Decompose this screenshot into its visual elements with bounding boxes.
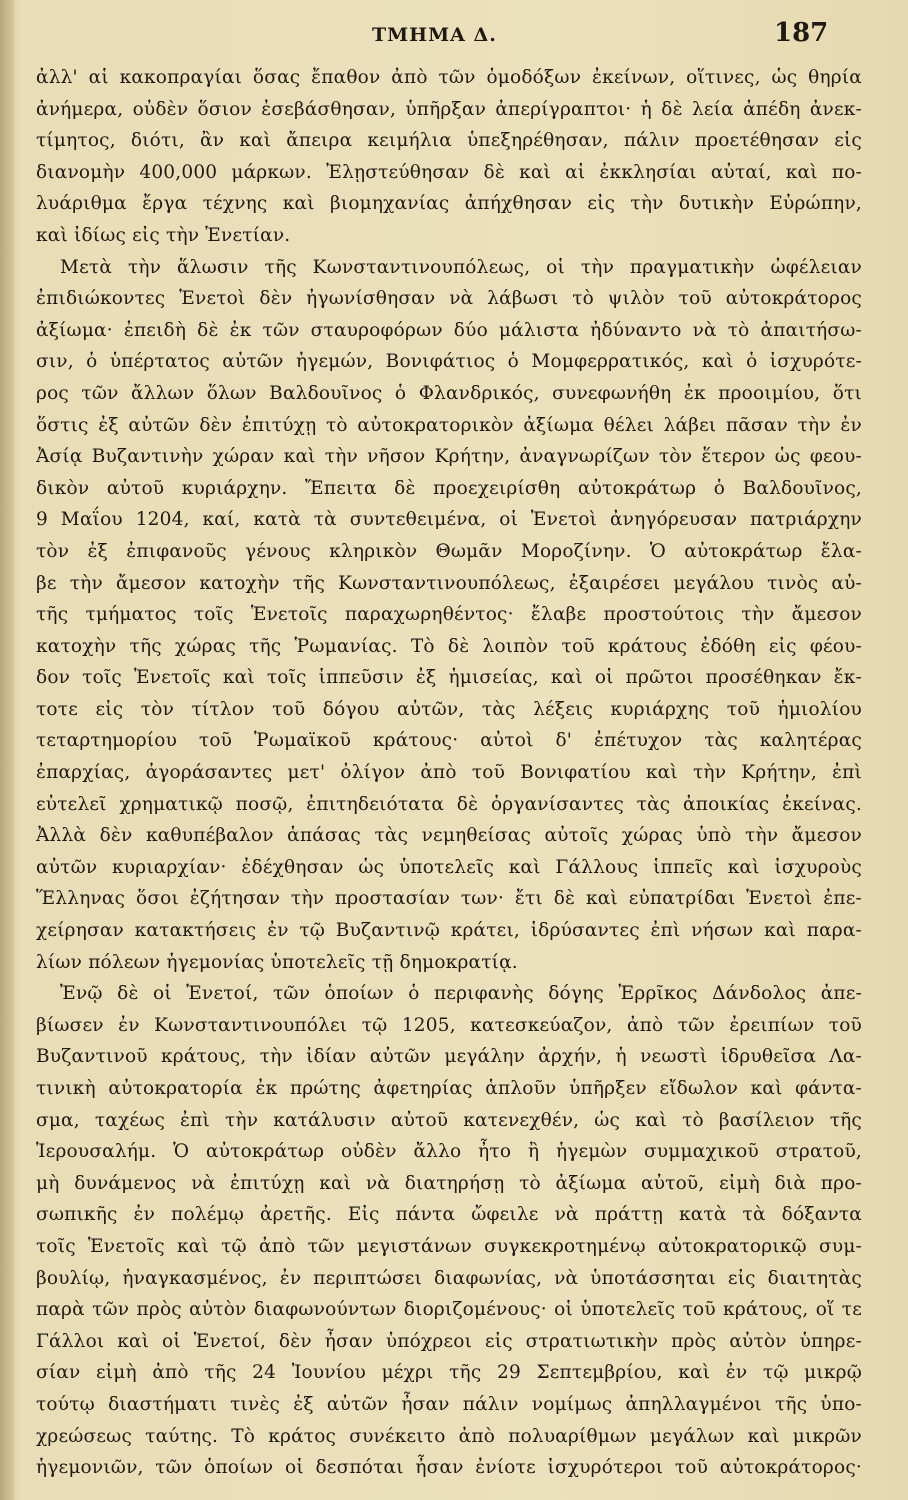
- text-line: τοτε εἰς τὸν τίτλον τοῦ δόγου αὐτῶν, τὰς λέξεις κυριάρχης τοῦ ἡμιολίου: [36, 698, 862, 720]
- text-line: δικὸν αὐτοῦ κυριάρχην. Ἔπειτα δὲ προεχειρίσθη αὐτοκράτωρ ὁ Βαλδουῖνος,: [36, 477, 862, 499]
- page-header: [0, 14, 908, 54]
- text-line: σωπικῆς ἐν πολέμῳ ἀρετῆς. Εἰς πάντα ὤφειλε νὰ πράττῃ κατὰ τὰ δόξαντα: [36, 1204, 862, 1226]
- text-line: ἀξίωμα· ἐπειδὴ δὲ ἐκ τῶν σταυροφόρων δύο μάλιστα ἠδύναντο νὰ τὸ ἀπαιτήσω-: [36, 319, 862, 341]
- text-line: παρὰ τῶν πρὸς αὐτὸν διαφωνούντων διοριζομένους· οἱ ὑποτελεῖς τοῦ κράτους, οἵ τε: [36, 1299, 862, 1321]
- text-line: τοῖς Ἑνετοῖς καὶ τῷ ἀπὸ τῶν μεγιστάνων συγκεκροτημένῳ αὐτοκρατορικῷ συμ-: [36, 1235, 862, 1257]
- text-line: σίαν εἰμὴ ἀπὸ τῆς 24 Ἰουνίου μέχρι τῆς 29 Σεπτεμβρίου, καὶ ἐν τῷ μικρῷ: [36, 1362, 862, 1384]
- text-line: βε τὴν ἄμεσον κατοχὴν τῆς Κωνσταντινουπόλεως, ἐξαιρέσει μεγάλου τινὸς αὐ-: [36, 572, 862, 594]
- text-line: Βυζαντινοῦ κράτους, τὴν ἰδίαν αὐτῶν μεγάλην ἀρχήν, ἡ νεωστὶ ἱδρυθεῖσα Λα-: [36, 1046, 862, 1068]
- text-line: χρεώσεως ταύτης. Τὸ κράτος συνέκειτο ἀπὸ πολυαρίθμων μεγάλων καὶ μικρῶν: [36, 1425, 862, 1447]
- text-line: ἀλλ' αἱ κακοπραγίαι ὅσας ἔπαθον ἀπὸ τῶν ὁμοδόξων ἐκείνων, οἵτινες, ὡς θηρία: [36, 67, 862, 88]
- text-line: Ἕλληνας ὅσοι ἐζήτησαν τὴν προστασίαν των· ἔτι δὲ καὶ εὐπατρίδαι Ἑνετοὶ ἐπε-: [36, 888, 862, 910]
- text-line: τούτῳ διαστήματι τινὲς ἐξ αὐτῶν ἦσαν πάλιν νομίμως ἀπηλλαγμένοι τῆς ὑπο-: [36, 1393, 862, 1415]
- text-line: διανομὴν 400,000 μάρκων. Ἐλῃστεύθησαν δὲ καὶ αἱ ἐκκλησίαι αὐταί, καὶ πο-: [36, 161, 862, 183]
- text-line: ὅστις ἐξ αὐτῶν δὲν ἐπιτύχῃ τὸ αὐτοκρατορικὸν ἀξίωμα θέλει λάβει πᾶσαν τὴν ἐν: [36, 414, 862, 436]
- page-binding-edge: [0, 0, 14, 1500]
- text-line: δον τοῖς Ἑνετοῖς καὶ τοῖς ἱππεῦσιν ἐξ ἡμισείας, καὶ οἱ πρῶτοι προσέθηκαν ἔκ-: [36, 667, 862, 689]
- text-line: ἐπιδιώκοντες Ἑνετοὶ δὲν ἠγωνίσθησαν νὰ λάβωσι τὸ ψιλὸν τοῦ αὐτοκράτορος: [36, 288, 862, 310]
- body-text: [36, 62, 862, 1484]
- text-line: Ἀλλὰ δὲν καθυπέβαλον ἁπάσας τὰς νεμηθείσας αὐτοῖς χώρας ὑπὸ τὴν ἄμεσον: [36, 825, 862, 847]
- text-line: Μετὰ τὴν ἅλωσιν τῆς Κωνσταντινουπόλεως, οἱ τὴν πραγματικὴν ὠφέλειαν: [60, 256, 862, 278]
- text-line: αὐτῶν κυριαρχίαν· ἐδέχθησαν ὡς ὑποτελεῖς καὶ Γάλλους ἱππεῖς καὶ ἰσχυροὺς: [36, 856, 862, 878]
- text-line: τινικὴ αὐτοκρατορία ἐκ πρώτης ἀφετηρίας ἁπλοῦν ὑπῆρξεν εἴδωλον καὶ φάντα-: [36, 1078, 862, 1099]
- text-line: Ἀσίᾳ Βυζαντινὴν χώραν καὶ τὴν νῆσον Κρήτην, ἀναγνωρίζων τὸν ἕτερον ὡς φεου-: [36, 446, 862, 468]
- text-line: ἡγεμονιῶν, τῶν ὁποίων οἱ δεσπόται ἦσαν ἐνίοτε ἰσχυρότεροι τοῦ αὐτοκράτορος·: [36, 1457, 862, 1479]
- text-line: ρος τῶν ἄλλων ὅλων Βαλδουῖνος ὁ Φλανδρικός, συνεφωνήθη ἐκ προοιμίου, ὅτι: [36, 382, 862, 404]
- text-line: ἀνήμερα, οὐδὲν ὅσιον ἐσεβάσθησαν, ὑπῆρξαν ἀπερίγραπτοι· ἡ δὲ λεία ἀπέδη ἀνεκ-: [36, 98, 862, 120]
- text-line: τῆς τμήματος τοῖς Ἑνετοῖς παραχωρηθέντος· ἔλαβε προστούτοις τὴν ἄμεσον: [36, 604, 862, 626]
- text-line: σιν, ὁ ὑπέρτατος αὐτῶν ἡγεμών, Βονιφάτιος ὁ Μομφερρατικός, καὶ ὁ ἰσχυρότε-: [36, 351, 862, 373]
- text-line: κατοχὴν τῆς χώρας τῆς Ῥωμανίας. Τὸ δὲ λοιπὸν τοῦ κράτους ἐδόθη εἰς φέου-: [36, 635, 862, 657]
- text-line: εὐτελεῖ χρηματικῷ ποσῷ, ἐπιτηδειότατα δὲ ὀργανίσαντες τὰς ἀποικίας ἐκείνας.: [36, 793, 862, 815]
- text-line: 9 Μαΐου 1204, καί, κατὰ τὰ συντεθειμένα, οἱ Ἑνετοὶ ἀνηγόρευσαν πατριάρχην: [36, 509, 862, 531]
- text-line: μὴ δυνάμενος νὰ ἐπιτύχῃ καὶ νὰ διατηρήσῃ τὸ ἀξίωμα αὐτοῦ, εἰμὴ διὰ προ-: [36, 1172, 862, 1194]
- text-line: βουλίῳ, ἠναγκασμένος, ἐν περιπτώσει διαφωνίας, νὰ ὑποτάσσηται εἰς διαιτητὰς: [36, 1267, 862, 1289]
- text-line: καὶ ἰδίως εἰς τὴν Ἑνετίαν.: [36, 224, 291, 246]
- text-line: τεταρτημορίου τοῦ Ῥωμαϊκοῦ κράτους· αὐτοὶ δ' ἐπέτυχον τὰς καλητέρας: [36, 730, 862, 752]
- text-line: Ἐνῷ δὲ οἱ Ἑνετοί, τῶν ὁποίων ὁ περιφανὴς δόγης Ἐρρῖκος Δάνδολος ἀπε-: [60, 983, 862, 1005]
- running-head: ΤΜΗΜΑ Δ.: [372, 24, 497, 46]
- text-line: ἐπαρχίας, ἀγοράσαντες μετ' ὀλίγον ἀπὸ τοῦ Βονιφατίου καὶ τὴν Κρήτην, ἐπὶ: [36, 762, 862, 784]
- text-line: χείρησαν κατακτήσεις ἐν τῷ Βυζαντινῷ κράτει, ἱδρύσαντες ἐπὶ νήσων καὶ παρα-: [36, 920, 862, 942]
- text-line: βίωσεν ἐν Κωνσταντινουπόλει τῷ 1205, κατεσκεύαζον, ἀπὸ τῶν ἐρειπίων τοῦ: [36, 1014, 862, 1036]
- text-line: τίμητος, διότι, ἂν καὶ ἄπειρα κειμήλια ὑπεξηρέθησαν, πάλιν προετέθησαν εἰς: [36, 130, 862, 152]
- text-line: σμα, ταχέως ἐπὶ τὴν κατάλυσιν αὐτοῦ κατενεχθέν, ὡς καὶ τὸ βασίλειον τῆς: [36, 1109, 862, 1131]
- text-line: τὸν ἐξ ἐπιφανοῦς γένους κληρικὸν Θωμᾶν Μοροζίνην. Ὁ αὐτοκράτωρ ἔλα-: [36, 540, 862, 562]
- text-line: Γάλλοι καὶ οἱ Ἑνετοί, δὲν ἦσαν ὑπόχρεοι εἰς στρατιωτικὴν πρὸς αὐτὸν ὑπηρε-: [36, 1330, 862, 1352]
- text-line: Ἱερουσαλήμ. Ὁ αὐτοκράτωρ οὐδὲν ἄλλο ἦτο ἢ ἡγεμὼν συμμαχικοῦ στρατοῦ,: [36, 1141, 862, 1163]
- page-number: 187: [774, 18, 829, 48]
- text-line: λυάριθμα ἔργα τέχνης καὶ βιομηχανίας ἀπήχθησαν εἰς τὴν δυτικὴν Εὐρώπην,: [36, 193, 862, 215]
- text-line: λίων πόλεων ἡγεμονίας ὑποτελεῖς τῇ δημοκρατίᾳ.: [36, 951, 518, 973]
